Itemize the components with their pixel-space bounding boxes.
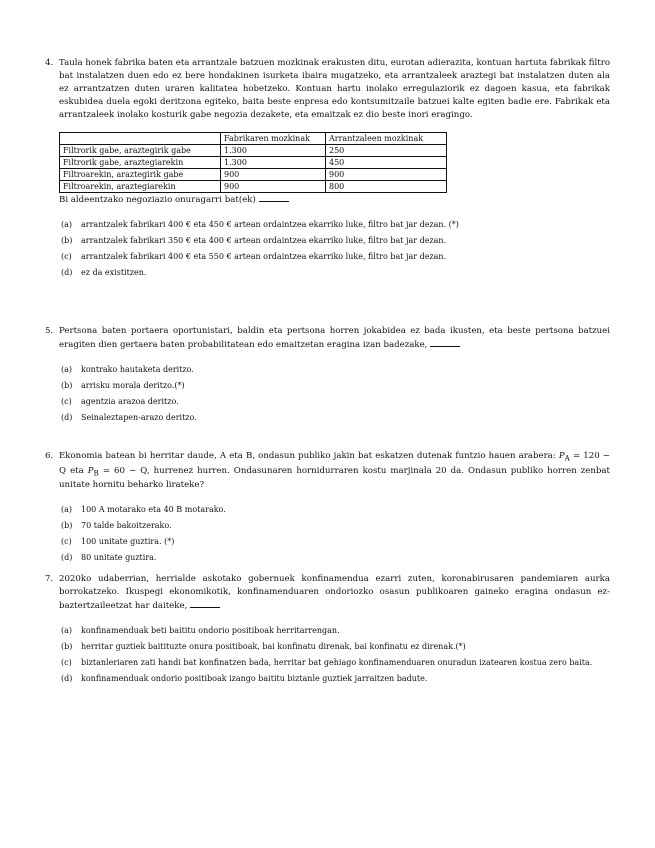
table-cell: 1.300 [221, 145, 326, 157]
option-d [61, 673, 610, 685]
table-cell: 900 [326, 169, 447, 181]
option-c [61, 251, 610, 263]
option-label: (d) [61, 413, 73, 422]
option-text: arrantzalek fabrikari 400 € eta 450 € artean ordaintzea ekarriko luke, filtro bat jar dezan. (*) [81, 220, 459, 229]
question-7 [45, 573, 610, 689]
table-header-row [60, 133, 447, 145]
option-label: (d) [61, 268, 73, 277]
answer-blank [259, 193, 289, 202]
option-label: (a) [61, 220, 73, 229]
question-body-end: , hurrenez hurren. Ondasunaren hornidurraren kostu marjinala 20 da. Ondasun publiko horren zenbat unitate hornitu beharko lirateke? [59, 465, 610, 491]
question-number: 4. [45, 58, 54, 68]
question-4 [45, 57, 610, 283]
table-cell: 1.300 [221, 157, 326, 169]
options-list [61, 219, 610, 279]
table-header-cell: Arrantzaleen mozkinak [326, 133, 447, 145]
question-text: Taula honek fabrika baten eta arrantzale batzuen mozkinak erakusten ditu, eurotan adierazita, kontuan hartuta fabrikak filtro bat instalatzen duen edo ez bere hondakinen isurketa ibaira mugatzeko, eta arrantzaleek araztegi bat instalatzen duten ala ez arrantzatzen duten uraren kalitatea hobetzeko. Kontuan hartu inolako erregulaziorik ez dagoen kasua, eta fabrikak eskubidea duela egoki deritzona egiteko, baita beste enpresa edo kontsumitzaile batzuei kalte egiten badie ere. Fabrikak eta arrantzaleek inolako kosturik gabe negozia dezakete, eta emaitzak ez dio beste inori eragingo. [59, 58, 610, 120]
option-d [61, 267, 610, 279]
option-label: (d) [61, 553, 73, 563]
formula-b-rest: = 60 − Q [98, 465, 147, 476]
option-d [61, 552, 610, 564]
option-text: arrantzalek fabrikari 350 € eta 400 € artean ordaintzea ekarriko luke, filtro bat jar dezan. [81, 236, 447, 245]
table-cell: Filtrorik gabe, araztegirik gabe [60, 145, 221, 157]
option-text: biztanleriaren zati handi bat konfinatzen bada, herritar bat gehiago konfinamenduaren onuradun izatearen kostua zero baita. [81, 658, 593, 667]
option-label: (a) [61, 505, 73, 515]
table-cell: Filtrorik gabe, araztegiarekin [60, 157, 221, 169]
answer-blank [190, 599, 220, 608]
option-c [61, 396, 610, 408]
option-text: kontrako hautaketa deritzo. [81, 365, 194, 374]
options-list [61, 364, 610, 424]
option-text: agentzia arazoa deritzo. [81, 397, 179, 406]
option-text: 100 unitate guztira. (*) [81, 537, 175, 547]
profit-table [59, 132, 447, 193]
formula-b-subscript: B [93, 468, 99, 478]
option-b [61, 235, 610, 247]
option-text: konfinamenduak beti baititu ondorio positiboak herritarrengan. [81, 626, 340, 635]
question-lead [59, 193, 610, 207]
option-text: 70 talde bakoitzerako. [81, 521, 172, 531]
table-cell: Filtroarekin, araztegiarekin [60, 181, 221, 193]
option-label: (a) [61, 626, 73, 635]
question-number: 5. [45, 326, 54, 336]
option-label: (c) [61, 658, 72, 667]
option-label: (c) [61, 397, 72, 406]
option-d [61, 412, 610, 424]
table-cell: Filtroarekin, araztegirik gabe [60, 169, 221, 181]
question-number: 6. [45, 451, 54, 461]
lead-text: Bi aldeentzako negoziazio onuragarri bat(ek) [59, 195, 256, 205]
option-text: arrisku morala deritzo.(*) [81, 381, 185, 390]
question-6 [45, 450, 610, 568]
table-header-cell [60, 133, 221, 145]
options-list [61, 625, 610, 685]
question-body: Ekonomia batean bi herritar daude, A eta B, ondasun publiko jakin bat eskatzen dutenak funtzio hauen arabera: [59, 451, 556, 461]
formula-joiner: eta [66, 465, 88, 476]
option-label: (c) [61, 537, 72, 547]
table-header-cell: Fabrikaren mozkinak [221, 133, 326, 145]
option-text: konfinamenduak ondorio positiboak izango baititu biztanle guztiek jarraitzen badute. [81, 674, 428, 683]
option-text: Seinaleztapen-arazo deritzo. [81, 413, 197, 422]
question-5 [45, 325, 610, 428]
option-text: 100 A motarako eta 40 B motarako. [81, 505, 226, 515]
option-label: (d) [61, 674, 73, 683]
option-b [61, 520, 610, 532]
formula-a-subscript: A [564, 453, 570, 463]
table-cell: 800 [326, 181, 447, 193]
question-text [59, 573, 610, 613]
question-body: 2020ko udaberrian, herrialde askotako gobernuek konfinamendua ezarri zuten, koronabirusaren pandemiaren aurka borrokatzeko. Ikuspegi ekonomikotik, konfinamenduaren ondoriozko osasun publikoaren gaineko eragina ondasun ez-baztertzaileetzat har daiteke, [59, 574, 610, 611]
formula-a-rest: = 120 − Q [59, 451, 611, 476]
question-text [59, 325, 610, 352]
formula-a-symbol: P [558, 451, 565, 461]
option-a [61, 364, 610, 376]
option-a [61, 625, 610, 637]
option-a [61, 219, 610, 231]
option-b [61, 641, 610, 653]
formula-b-symbol: P [87, 465, 94, 476]
option-label: (b) [61, 381, 73, 390]
table-row [60, 169, 447, 181]
option-b [61, 380, 610, 392]
option-text: herritar guztiek baitituzte onura positiboak, bai konfinatu direnak, bai konfinatu ez direnak.(*) [81, 642, 466, 651]
option-text: ez da existitzen. [81, 268, 147, 277]
option-c [61, 536, 610, 548]
table-cell: 900 [221, 181, 326, 193]
table-row [60, 157, 447, 169]
table-row [60, 181, 447, 193]
question-number: 7. [45, 574, 54, 584]
question-body: Pertsona baten portaera oportunistari, baldin eta pertsona horren jokabidea ez bada ikusten, eta beste pertsona batzuei eragiten dien gertaera baten probabilitatean edo emaitzetan eragina izan badezake, [59, 326, 610, 350]
option-text: 80 unitate guztira. [81, 553, 157, 563]
question-text [59, 450, 610, 492]
table-cell: 250 [326, 145, 447, 157]
table-row [60, 145, 447, 157]
options-list [61, 504, 610, 564]
option-label: (b) [61, 236, 73, 245]
option-label: (b) [61, 521, 73, 531]
option-label: (b) [61, 642, 73, 651]
option-label: (c) [61, 252, 72, 261]
answer-blank [430, 338, 460, 347]
option-a [61, 504, 610, 516]
table-cell: 900 [221, 169, 326, 181]
option-text: arrantzalek fabrikari 400 € eta 550 € artean ordaintzea ekarriko luke, filtro bat jar dezan. [81, 252, 447, 261]
option-label: (a) [61, 365, 73, 374]
table-cell: 450 [326, 157, 447, 169]
option-c [61, 657, 610, 669]
